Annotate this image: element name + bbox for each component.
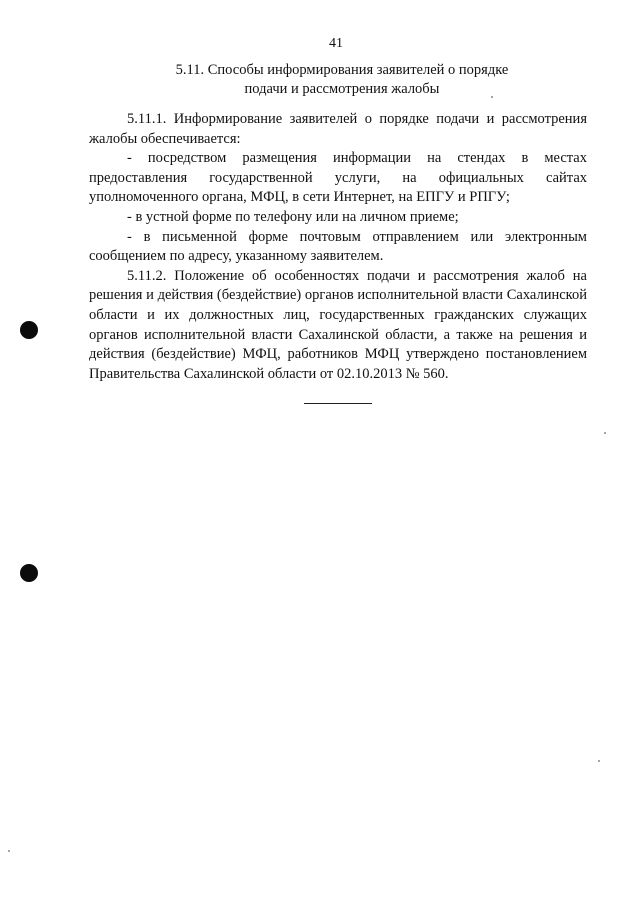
list-item-written: - в письменной форме почтовым отправлением или электронным сообщением по адресу, указанному заявителем. xyxy=(89,228,587,265)
scan-speck xyxy=(604,432,606,434)
paragraph-5-11-2: 5.11.2. Положение об особенностях подачи и рассмотрения жалоб на решения и действия (бездействие) органов исполнительной власти Сахалинской области и их должностных лиц, государственных гражданских служащих органов исполнительной власти Сахалинской области, а также на решения и действия (бездействие) МФЦ, работников МФЦ утверждено постановлением Правительства Сахалинской области от 02.10.2013 № 560. xyxy=(89,267,587,382)
closing-rule xyxy=(304,403,372,404)
page-number: 41 xyxy=(329,36,343,51)
section-heading xyxy=(120,61,564,99)
section-heading-line-1: 5.11. Способы информирования заявителей о порядке xyxy=(175,62,509,78)
punch-hole-top xyxy=(20,321,38,339)
section-heading-line-2: подачи и рассмотрения жалобы xyxy=(244,81,440,97)
section-body xyxy=(89,110,587,384)
scan-speck xyxy=(491,96,493,98)
list-item-oral: - в устной форме по телефону или на личном приеме; xyxy=(127,208,459,225)
list-item-stands: - посредством размещения информации на стендах в местах предоставления государственной услуги, на официальных сайтах уполномоченного органа, МФЦ, в сети Интернет, на ЕПГУ и РПГУ; xyxy=(89,150,587,206)
scan-speck xyxy=(8,850,10,852)
punch-hole-bottom xyxy=(20,564,38,582)
paragraph-5-11-1: 5.11.1. Информирование заявителей о порядке подачи и рассмотрения жалобы обеспечивается: xyxy=(89,111,587,147)
scan-speck xyxy=(598,760,600,762)
